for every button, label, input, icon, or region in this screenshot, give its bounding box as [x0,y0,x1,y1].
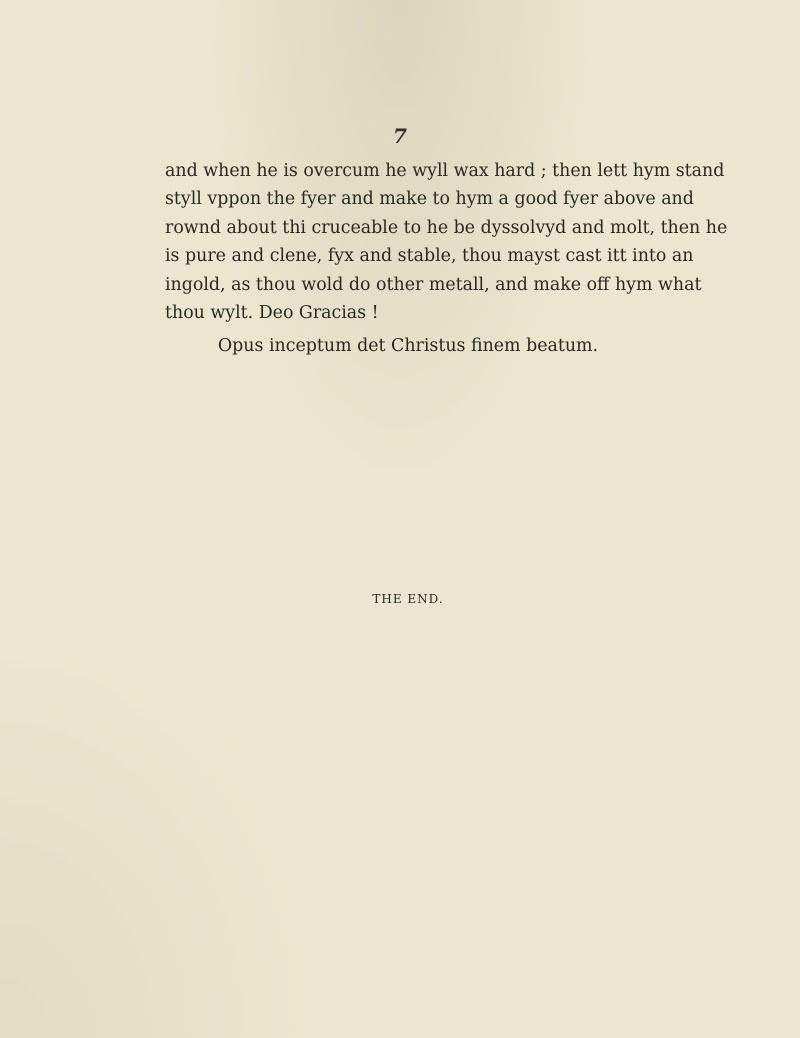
paragraph-line: is pure and clene, fyx and stable, thou mayst cast itt into an [165,246,694,267]
paragraph-line: ingold, as thou wold do other metall, and make off hym what [165,274,702,295]
body-paragraph [165,157,728,327]
paragraph-line: and when he is overcum he wyll wax hard ; then lett hym stand [165,161,725,181]
end-mark: THE END. [372,592,444,606]
paragraph-line: styll vppon the fyer and make to hym a good fyer above and [165,189,694,210]
paragraph-line: rownd about thi cruceable to he be dyssolvyd and molt, then he [165,217,728,238]
paragraph-line: thou wylt. Deo Gracias ! [165,303,379,324]
closing-line: Opus inceptum det Christus finem beatum. [217,336,599,356]
page-number: 7 [393,124,407,148]
